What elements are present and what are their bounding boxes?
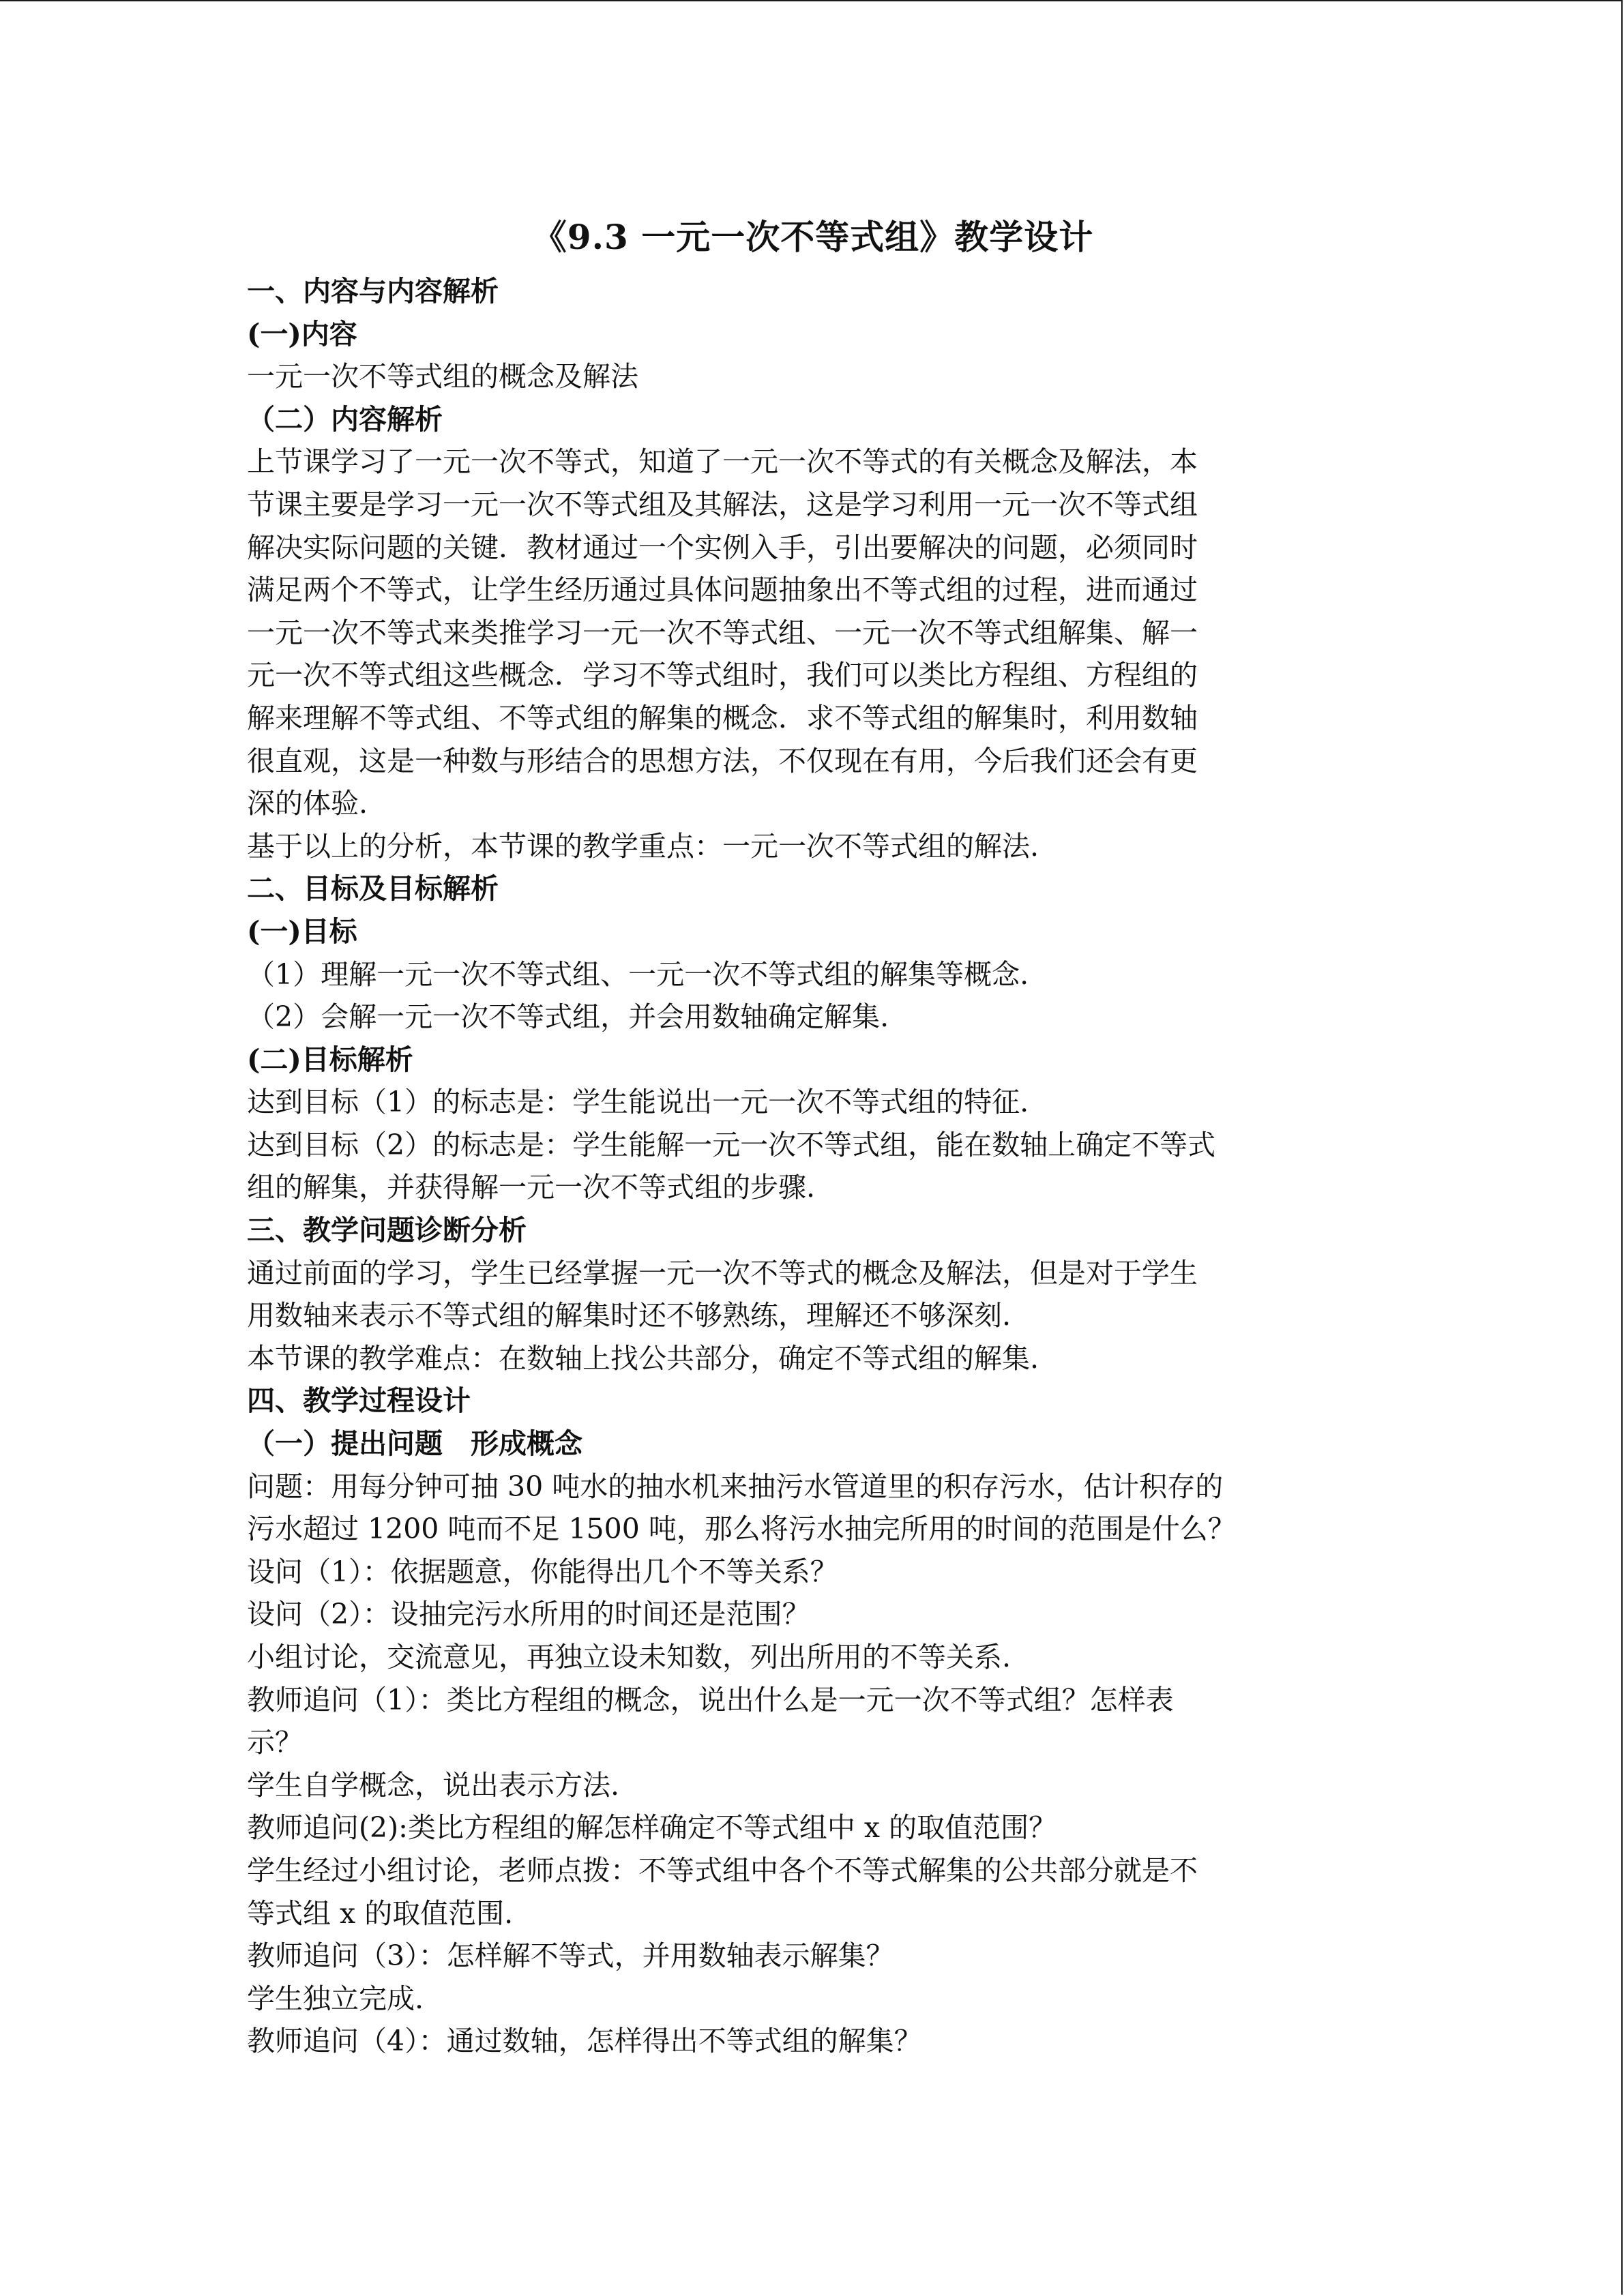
section-heading: 二、目标及目标解析: [247, 872, 499, 906]
text-line: 小组讨论，交流意见，再独立设未知数，列出所用的不等关系.: [247, 1641, 1012, 1673]
text-line: 学生自学概念，说出表示方法.: [247, 1768, 620, 1802]
text-line: 设问（1）：依据题意，你能得出几个不等关系？: [247, 1555, 838, 1588]
text-line: 元一次不等式组这些概念．学习不等式组时，我们可以类比方程组、方程组的: [247, 659, 1198, 692]
text-line: 组的解集，并获得解一元一次不等式组的步骤.: [247, 1171, 816, 1204]
text-line: 一元一次不等式组的概念及解法: [247, 360, 638, 393]
text-line: 问题：用每分钟可抽 30 吨水的抽水机来抽污水管道里的积存污水，估计积存的: [247, 1470, 1224, 1503]
text-line: 本节课的教学难点：在数轴上找公共部分，确定不等式组的解集.: [247, 1341, 1039, 1375]
text-line: 等式组 x 的取值范围.: [247, 1896, 514, 1930]
text-line: 解来理解不等式组、不等式组的解集的概念．求不等式组的解集时，利用数轴: [247, 701, 1198, 734]
text-line: （2）会解一元一次不等式组，并会用数轴确定解集.: [247, 1000, 889, 1034]
text-line: 教师追问（4）：通过数轴，怎样得出不等式组的解集？: [247, 2025, 922, 2058]
text-line: 很直观，这是一种数与形结合的思想方法，不仅现在有用，今后我们还会有更: [247, 744, 1198, 777]
section-heading: 一、内容与内容解析: [247, 275, 499, 308]
text-line: 达到目标（2）的标志是：学生能解一元一次不等式组，能在数轴上确定不等式: [247, 1128, 1216, 1161]
text-line: 解决实际问题的关键．教材通过一个实例入手，引出要解决的问题，必须同时: [247, 531, 1198, 564]
text-line: 学生经过小组讨论，老师点拨：不等式组中各个不等式解集的公共部分就是不: [247, 1853, 1198, 1887]
section-heading: (二)目标解析: [247, 1043, 413, 1076]
text-line: （1）理解一元一次不等式组、一元一次不等式组的解集等概念.: [247, 957, 1029, 991]
text-line: 示？: [247, 1726, 303, 1759]
text-line: 设问（2）：设抽完污水所用的时间还是范围？: [247, 1598, 810, 1631]
text-line: 教师追问（1）：类比方程组的概念，说出什么是一元一次不等式组？怎样表: [247, 1683, 1174, 1716]
text-line: 学生独立完成.: [247, 1982, 424, 2015]
text-line: 教师追问（3）：怎样解不等式，并用数轴表示解集？: [247, 1939, 894, 1973]
text-line: 教师追问(2):类比方程组的解怎样确定不等式组中 x 的取值范围？: [247, 1811, 1057, 1845]
section-heading: (一)目标: [247, 914, 357, 948]
section-heading: （一）提出问题 形成概念: [247, 1427, 582, 1461]
document-lines: [247, 270, 1379, 2063]
text-line: 污水超过 1200 吨而不足 1500 吨，那么将污水抽完所用的时间的范围是什么？: [247, 1512, 1236, 1546]
text-line: 深的体验.: [247, 787, 368, 820]
section-heading: （二）内容解析: [247, 402, 443, 436]
section-heading: (一)内容: [247, 317, 357, 351]
text-line: 上节课学习了一元一次不等式，知道了一元一次不等式的有关概念及解法，本: [247, 445, 1198, 479]
text-line: 节课主要是学习一元一次不等式组及其解法，这是学习利用一元一次不等式组: [247, 488, 1198, 521]
document-body: [247, 205, 1379, 2063]
text-line: 一元一次不等式来类推学习一元一次不等式组、一元一次不等式组解集、解一: [247, 616, 1198, 649]
text-line: 满足两个不等式，让学生经历通过具体问题抽象出不等式组的过程，进而通过: [247, 573, 1198, 607]
section-heading: 四、教学过程设计: [247, 1384, 471, 1418]
section-heading: 三、教学问题诊断分析: [247, 1214, 527, 1247]
text-line: 通过前面的学习，学生已经掌握一元一次不等式的概念及解法，但是对于学生: [247, 1256, 1198, 1289]
text-line: 达到目标（1）的标志是：学生能说出一元一次不等式组的特征.: [247, 1086, 1029, 1119]
text-line: 用数轴来表示不等式组的解集时还不够熟练，理解还不够深刻.: [247, 1299, 1012, 1332]
text-line: 基于以上的分析，本节课的教学重点：一元一次不等式组的解法.: [247, 829, 1039, 863]
document-title: 《9.3 一元一次不等式组》教学设计: [532, 217, 1094, 257]
